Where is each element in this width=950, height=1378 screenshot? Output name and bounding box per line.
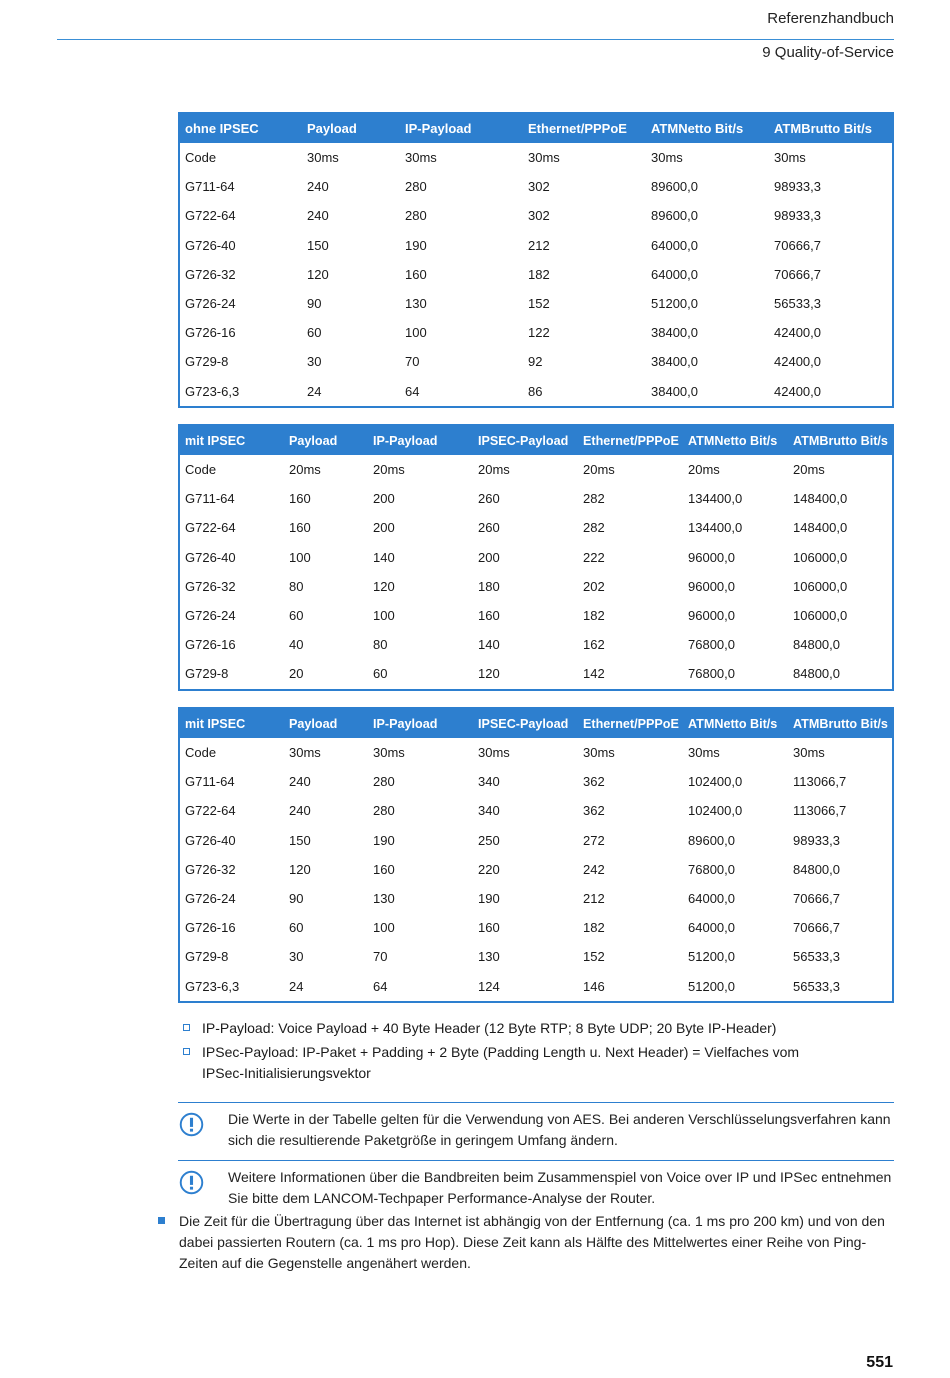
table-cell: 150 [289, 832, 311, 848]
table-cell: 280 [373, 803, 395, 819]
table-cell: 30ms [583, 745, 615, 761]
column-header: Payload [284, 708, 368, 738]
column-header: IP-Payload [368, 425, 473, 455]
table-cell: 200 [373, 491, 395, 507]
table-cell: 96000,0 [688, 608, 735, 624]
column-header: Payload [284, 425, 368, 455]
table-cell: 142 [583, 666, 605, 682]
square-bullet-icon [183, 1048, 190, 1055]
table-cell: 30ms [405, 150, 437, 166]
table-cell: 220 [478, 861, 500, 877]
table-cell: 302 [528, 179, 550, 195]
table-cell: 124 [478, 978, 500, 994]
filled-square-bullet-icon [158, 1217, 165, 1224]
table-cell: 160 [373, 861, 395, 877]
table-cell: Code [185, 150, 217, 166]
table-body [179, 455, 893, 690]
table-cell: 160 [289, 520, 311, 536]
table-cell: 40 [289, 637, 304, 653]
table-cell: 140 [373, 549, 395, 565]
table-row [179, 855, 893, 884]
table-cell: 260 [478, 520, 500, 536]
table-cell: G726-40 [185, 832, 236, 848]
table-cell: 38400,0 [651, 354, 698, 370]
codec-table-ipsec-30ms [178, 707, 894, 1003]
table-cell: 42400,0 [774, 325, 821, 341]
table-cell: 122 [528, 325, 550, 341]
table-cell: 148400,0 [793, 520, 848, 536]
table-cell: G729-8 [185, 666, 229, 682]
table-row [179, 942, 893, 971]
table-cell: 242 [583, 861, 605, 877]
table-row [179, 513, 893, 542]
table-cell: 51200,0 [651, 296, 698, 312]
table-row [179, 347, 893, 376]
table-cell: 56533,3 [793, 949, 840, 965]
table-cell: 240 [307, 208, 329, 224]
table-cell: G726-24 [185, 891, 236, 907]
table-row [179, 201, 893, 230]
column-header: mit IPSEC [179, 708, 284, 738]
table-cell: 51200,0 [688, 949, 735, 965]
table-cell: G726-16 [185, 920, 236, 936]
table-cell: 76800,0 [688, 666, 735, 682]
table-row [179, 543, 893, 572]
table-cell: 30 [289, 949, 304, 965]
table-cell: 120 [289, 861, 311, 877]
table-cell: 180 [478, 578, 500, 594]
table-cell: 38400,0 [651, 325, 698, 341]
table-cell: 146 [583, 978, 605, 994]
attention-icon [179, 1170, 204, 1195]
table-cell: G711-64 [185, 491, 235, 507]
column-header: ohne IPSEC [179, 113, 302, 143]
table-cell: 38400,0 [651, 383, 698, 399]
transmission-time-paragraph [158, 1211, 894, 1274]
table-cell: 130 [373, 891, 395, 907]
table-cell: 280 [405, 208, 427, 224]
table-cell: 20ms [688, 462, 720, 478]
table-row [179, 659, 893, 689]
column-header: ATMNetto Bit/s [683, 708, 788, 738]
table-cell: 89600,0 [651, 208, 698, 224]
table-cell: 340 [478, 774, 500, 790]
header-divider [57, 39, 894, 40]
table-cell: 89600,0 [688, 832, 735, 848]
table-cell: Code [185, 462, 217, 478]
table-row [179, 260, 893, 289]
table-row [179, 796, 893, 825]
table-row [179, 884, 893, 913]
table-cell: 160 [405, 266, 427, 282]
column-header: Payload [302, 113, 400, 143]
table-cell: 84800,0 [793, 861, 840, 877]
table-cell: 98933,3 [774, 208, 821, 224]
table-cell: G723-6,3 [185, 978, 240, 994]
table-cell: G726-16 [185, 325, 236, 341]
column-header: ATMBrutto Bit/s [788, 425, 893, 455]
header-row [179, 708, 893, 738]
column-header: ATMBrutto Bit/s [769, 113, 893, 143]
table-cell: G729-8 [185, 354, 229, 370]
codec-table-without-ipsec [178, 112, 894, 408]
table-cell: 100 [405, 325, 427, 341]
table-cell: 102400,0 [688, 803, 743, 819]
table-cell: 70 [373, 949, 388, 965]
table-row [179, 972, 893, 1002]
table-cell: 20ms [289, 462, 321, 478]
table-body [179, 738, 893, 1002]
table-cell: 190 [373, 832, 395, 848]
table-cell: 70666,7 [774, 266, 821, 282]
paragraph-text: Die Zeit für die Übertragung über das Internet ist abhängig von der Entfernung (ca. 1 ms pro 200 km) und von den dabei passierten Routern (ca. 1 ms pro Hop). Diese Zeit kann als Hälfte des Mittelwertes einer Reihe von Ping-Zeiten auf die Gegenstelle angenähert werden. [179, 1213, 885, 1271]
table-cell: 30ms [528, 150, 560, 166]
table-cell: 96000,0 [688, 578, 735, 594]
table-cell: 30ms [793, 745, 825, 761]
table-cell: 182 [583, 608, 605, 624]
table-cell: 152 [528, 296, 550, 312]
table-cell: 56533,3 [793, 978, 840, 994]
table-row [179, 913, 893, 942]
table-cell: 302 [528, 208, 550, 224]
column-header: Ethernet/PPPoE [578, 708, 683, 738]
payload-definition-list [182, 1018, 822, 1087]
table-cell: 60 [289, 920, 304, 936]
table-cell: 90 [289, 891, 304, 907]
table-cell: 20ms [793, 462, 825, 478]
table-cell: 84800,0 [793, 666, 840, 682]
table-cell: 56533,3 [774, 296, 821, 312]
column-header: IP-Payload [400, 113, 523, 143]
table-body [179, 143, 893, 407]
page-number: 551 [866, 1354, 893, 1371]
table-cell: 60 [373, 666, 388, 682]
attention-icon [179, 1112, 204, 1137]
table-cell: 100 [373, 920, 395, 936]
table-cell: 30ms [688, 745, 720, 761]
table-cell: 120 [478, 666, 500, 682]
table-row [179, 231, 893, 260]
table-cell: G729-8 [185, 949, 229, 965]
table-cell: 96000,0 [688, 549, 735, 565]
table-cell: 60 [289, 608, 304, 624]
table-cell: 42400,0 [774, 354, 821, 370]
list-item-text: IPSec-Payload: IP-Paket + Padding + 2 Byte (Padding Length u. Next Header) = Vielfaches vom IPSec-Initialisierungsvektor [202, 1044, 800, 1081]
table-cell: 24 [289, 978, 304, 994]
table-header [179, 708, 893, 738]
table-row [179, 767, 893, 796]
table-cell: G722-64 [185, 803, 236, 819]
table-cell: 130 [405, 296, 427, 312]
note-text: Weitere Informationen über die Bandbreiten beim Zusammenspiel von Voice over IP und IPSec entnehmen Sie bitte dem LANCOM-Techpaper Performance-Analyse der Router. [228, 1169, 892, 1206]
table-cell: 20ms [478, 462, 510, 478]
table-cell: 340 [478, 803, 500, 819]
table-cell: 89600,0 [651, 179, 698, 195]
table-cell: G726-24 [185, 296, 236, 312]
table-cell: 120 [373, 578, 395, 594]
table-cell: 200 [373, 520, 395, 536]
table-cell: 30ms [373, 745, 405, 761]
column-header: ATMNetto Bit/s [646, 113, 769, 143]
table-cell: 70666,7 [793, 920, 840, 936]
table-cell: 134400,0 [688, 520, 743, 536]
table-cell: 160 [289, 491, 311, 507]
table-cell: 152 [583, 949, 605, 965]
table-cell: G711-64 [185, 774, 235, 790]
table-cell: 64 [405, 383, 420, 399]
table-cell: 106000,0 [793, 608, 848, 624]
table-cell: 202 [583, 578, 605, 594]
table-row [179, 738, 893, 767]
table-cell: G726-32 [185, 861, 236, 877]
note-box-bandwidth [178, 1160, 894, 1209]
table-cell: 200 [478, 549, 500, 565]
table-cell: 98933,3 [774, 179, 821, 195]
table-cell: 182 [583, 920, 605, 936]
table-cell: 160 [478, 920, 500, 936]
table-cell: 76800,0 [688, 861, 735, 877]
table-cell: 130 [478, 949, 500, 965]
table-cell: 134400,0 [688, 491, 743, 507]
table-cell: G722-64 [185, 208, 236, 224]
table-cell: 70666,7 [793, 891, 840, 907]
codec-table-ipsec-20ms [178, 424, 894, 691]
table-cell: 240 [307, 179, 329, 195]
table-cell: G726-32 [185, 266, 236, 282]
table-cell: 106000,0 [793, 578, 848, 594]
table-cell: Code [185, 745, 217, 761]
table-row [179, 630, 893, 659]
list-item [182, 1018, 822, 1039]
table-cell: 20ms [373, 462, 405, 478]
column-header: IPSEC-Payload [473, 425, 578, 455]
table-cell: 30ms [774, 150, 806, 166]
square-bullet-icon [183, 1024, 190, 1031]
table-cell: G722-64 [185, 520, 236, 536]
list-item-text: IP-Payload: Voice Payload + 40 Byte Header (12 Byte RTP; 8 Byte UDP; 20 Byte IP-Header) [202, 1020, 777, 1036]
table-cell: 282 [583, 491, 605, 507]
table-cell: 64000,0 [651, 266, 698, 282]
table-cell: 30ms [651, 150, 683, 166]
table-cell: 106000,0 [793, 549, 848, 565]
table-cell: 84800,0 [793, 637, 840, 653]
table-cell: 64 [373, 978, 388, 994]
table-cell: 30ms [289, 745, 321, 761]
table-cell: 190 [478, 891, 500, 907]
table-cell: 113066,7 [793, 803, 847, 819]
table-cell: 212 [583, 891, 605, 907]
table-cell: 280 [405, 179, 427, 195]
table-cell: 20ms [583, 462, 615, 478]
table-cell: G726-16 [185, 637, 236, 653]
table-cell: 98933,3 [793, 832, 840, 848]
table-cell: 120 [307, 266, 329, 282]
table-cell: 86 [528, 383, 543, 399]
table-cell: 250 [478, 832, 500, 848]
table-row [179, 826, 893, 855]
table-cell: 212 [528, 237, 550, 253]
table-header [179, 425, 893, 455]
table-cell: 100 [373, 608, 395, 624]
chapter-title: 9 Quality-of-Service [762, 44, 894, 61]
table-cell: 80 [373, 637, 388, 653]
table-cell: 240 [289, 803, 311, 819]
column-header: Ethernet/PPPoE [523, 113, 646, 143]
table-cell: 30ms [478, 745, 510, 761]
table-cell: 64000,0 [688, 920, 735, 936]
table-cell: 70 [405, 354, 420, 370]
table-cell: 160 [478, 608, 500, 624]
table-cell: 272 [583, 832, 605, 848]
table-row [179, 455, 893, 484]
header-row [179, 113, 893, 143]
table-cell: 80 [289, 578, 304, 594]
table-cell: 162 [583, 637, 605, 653]
table-cell: 280 [373, 774, 395, 790]
list-item [182, 1042, 822, 1084]
table-row [179, 172, 893, 201]
table-cell: 240 [289, 774, 311, 790]
table-cell: 30 [307, 354, 322, 370]
table-row [179, 601, 893, 630]
table-cell: 24 [307, 383, 322, 399]
column-header: IP-Payload [368, 708, 473, 738]
note-box-aes [178, 1102, 894, 1151]
table-cell: 362 [583, 803, 605, 819]
table-cell: 190 [405, 237, 427, 253]
table-cell: 102400,0 [688, 774, 743, 790]
table-cell: 64000,0 [651, 237, 698, 253]
table-cell: 260 [478, 491, 500, 507]
table-cell: 282 [583, 520, 605, 536]
table-cell: 60 [307, 325, 322, 341]
table-cell: G726-40 [185, 237, 236, 253]
column-header: mit IPSEC [179, 425, 284, 455]
table-cell: G711-64 [185, 179, 235, 195]
header-row [179, 425, 893, 455]
table-cell: 182 [528, 266, 550, 282]
table-row [179, 377, 893, 407]
table-cell: 362 [583, 774, 605, 790]
table-header [179, 113, 893, 143]
column-header: IPSEC-Payload [473, 708, 578, 738]
table-row [179, 484, 893, 513]
note-text: Die Werte in der Tabelle gelten für die Verwendung von AES. Bei anderen Verschlüsselungsverfahren kann sich die resultierende Paketgröße in geringem Umfang ändern. [228, 1111, 891, 1148]
table-cell: G726-40 [185, 549, 236, 565]
table-cell: 30ms [307, 150, 339, 166]
document-title: Referenzhandbuch [767, 10, 894, 27]
table-cell: 42400,0 [774, 383, 821, 399]
table-row [179, 318, 893, 347]
table-cell: 51200,0 [688, 978, 735, 994]
table-cell: 140 [478, 637, 500, 653]
column-header: ATMBrutto Bit/s [788, 708, 893, 738]
column-header: ATMNetto Bit/s [683, 425, 788, 455]
table-cell: 20 [289, 666, 304, 682]
table-cell: 76800,0 [688, 637, 735, 653]
column-header: Ethernet/PPPoE [578, 425, 683, 455]
table-cell: 64000,0 [688, 891, 735, 907]
table-cell: G723-6,3 [185, 383, 240, 399]
table-cell: 90 [307, 296, 322, 312]
table-cell: 100 [289, 549, 311, 565]
table-cell: 148400,0 [793, 491, 848, 507]
table-cell: G726-24 [185, 608, 236, 624]
table-cell: 150 [307, 237, 329, 253]
table-cell: 222 [583, 549, 605, 565]
table-row [179, 289, 893, 318]
table-row [179, 572, 893, 601]
table-row [179, 143, 893, 172]
table-cell: 113066,7 [793, 774, 847, 790]
table-cell: 92 [528, 354, 543, 370]
table-cell: 70666,7 [774, 237, 821, 253]
table-cell: G726-32 [185, 578, 236, 594]
